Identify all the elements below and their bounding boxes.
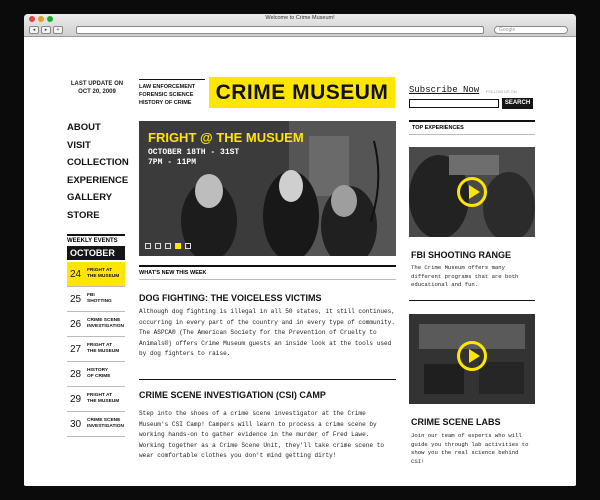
event-day: 29 xyxy=(70,393,82,405)
article-divider xyxy=(139,379,396,380)
event-item[interactable] xyxy=(67,387,125,412)
subnav-forensic-science[interactable]: FORENSIC SCIENCE xyxy=(139,92,194,98)
experience-title[interactable]: CRIME SCENE LABS xyxy=(411,417,501,427)
nav-experience[interactable]: EXPERIENCE xyxy=(67,174,129,186)
event-title: FRIGHT AT THE MUSEUM xyxy=(87,268,120,279)
experience-body: Join our team of experts who will guide you through lab activities to show you the real science behind CSI! xyxy=(411,432,529,465)
carousel-dot[interactable] xyxy=(145,243,151,249)
experience-divider xyxy=(409,300,535,301)
play-icon[interactable] xyxy=(457,341,487,371)
event-title: FRIGHT AT THE MUSEUM xyxy=(87,343,120,354)
month-header: OCTOBER xyxy=(67,246,125,260)
title-bar xyxy=(24,14,576,37)
experience-body: The Crime Museum offers many different programs that are both educational and fun. xyxy=(411,264,519,288)
article-title[interactable]: CRIME SCENE INVESTIGATION (CSI) CAMP xyxy=(139,390,326,400)
carousel-dot[interactable] xyxy=(165,243,171,249)
event-title: CRIME SCENE INVESTIGATION xyxy=(87,418,124,429)
event-title: FRIGHT AT THE MUSEUM xyxy=(87,393,120,404)
browser-search-field[interactable]: Google xyxy=(494,26,568,34)
article-body: Although dog fighting is illegal in all 50 states, it still continues, occurring in every part of the country and in every type of community. The ASPCA® (The American Society for the Prevention of Cruelty to Animals®) offers Crime Museum guests an inside look at the tools used by dog fighters to raise. xyxy=(139,308,395,358)
event-title: FBI SHOTTING xyxy=(87,293,112,304)
event-item[interactable] xyxy=(67,287,125,312)
event-item[interactable] xyxy=(67,362,125,387)
play-icon[interactable] xyxy=(457,177,487,207)
carousel-dot-active[interactable] xyxy=(175,243,181,249)
hero-title: FRIGHT @ THE MUSUEM xyxy=(148,130,304,145)
subscribe-input[interactable] xyxy=(409,99,499,108)
event-title: HISTORY OF CRIME xyxy=(87,368,111,379)
nav-store[interactable]: STORE xyxy=(67,209,100,221)
subnav-law-enforcement[interactable]: LAW ENFORCEMENT xyxy=(139,84,196,90)
main-nav xyxy=(67,122,127,227)
event-title: CRIME SCENE INVESTIGATION xyxy=(87,318,124,329)
event-day: 30 xyxy=(70,418,82,430)
add-bookmark-button[interactable]: + xyxy=(53,26,63,34)
top-experiences-label: TOP EXPERIENCES xyxy=(409,120,535,135)
subnav-history-of-crime[interactable]: HISTORY OF CRIME xyxy=(139,100,192,106)
event-item[interactable] xyxy=(67,262,125,287)
experience-title[interactable]: FBI SHOOTING RANGE xyxy=(411,250,512,260)
hero-dates: OCTOBER 18TH - 31ST 7PM - 11PM xyxy=(148,148,240,167)
search-button[interactable]: SEARCH xyxy=(502,98,533,109)
weekly-events-label: WEEKLY EVENTS xyxy=(67,234,125,244)
event-day: 25 xyxy=(70,293,82,305)
carousel-dot[interactable] xyxy=(155,243,161,249)
event-day: 26 xyxy=(70,318,82,330)
subscribe-link[interactable]: Subscribe Now xyxy=(409,85,480,95)
event-day: 27 xyxy=(70,343,82,355)
event-day: 24 xyxy=(70,268,82,280)
carousel-dots xyxy=(145,243,191,249)
article-body: Step into the shoes of a crime scene investigator at the Crime Museum's CSI Camp! Campers will learn to process a crime scene by working hands-on to gather evidence in the murder of Fred Lawe. Working together as a Crime Scene Unit, they'll take crime scene to wear comfortable clothes you don't mind getting dirty! xyxy=(139,410,385,460)
hero-carousel[interactable] xyxy=(139,121,396,256)
nav-visit[interactable]: VISIT xyxy=(67,139,91,151)
event-item[interactable] xyxy=(67,312,125,337)
article-title[interactable]: DOG FIGHTING: THE VOICELESS VICTIMS xyxy=(139,293,322,303)
web-page xyxy=(24,37,576,486)
video-thumbnail[interactable] xyxy=(409,314,535,404)
video-thumbnail[interactable] xyxy=(409,147,535,237)
carousel-dot[interactable] xyxy=(185,243,191,249)
sub-nav xyxy=(139,79,205,107)
follow-us-text[interactable]: FOLLOW US ON xyxy=(486,89,517,94)
event-item[interactable] xyxy=(67,412,125,437)
back-button[interactable]: ◂ xyxy=(29,26,39,34)
site-logo[interactable]: CRIME MUSEUM xyxy=(209,77,395,108)
browser-window xyxy=(24,14,576,486)
last-update-text: LAST UPDATE ON OCT 20, 2009 xyxy=(70,81,124,95)
nav-gallery[interactable]: GALLERY xyxy=(67,192,113,203)
whats-new-label: WHAT'S NEW THIS WEEK xyxy=(139,265,396,280)
event-day: 28 xyxy=(70,368,82,380)
events-list xyxy=(67,262,125,437)
event-item[interactable] xyxy=(67,337,125,362)
nav-buttons xyxy=(29,26,63,34)
address-bar[interactable] xyxy=(76,26,484,34)
forward-button[interactable]: ▸ xyxy=(41,26,51,34)
window-title: Welcome to Crime Museum! xyxy=(265,15,335,21)
nav-collection[interactable]: COLLECTION xyxy=(67,157,129,168)
nav-about[interactable]: ABOUT xyxy=(67,122,101,133)
